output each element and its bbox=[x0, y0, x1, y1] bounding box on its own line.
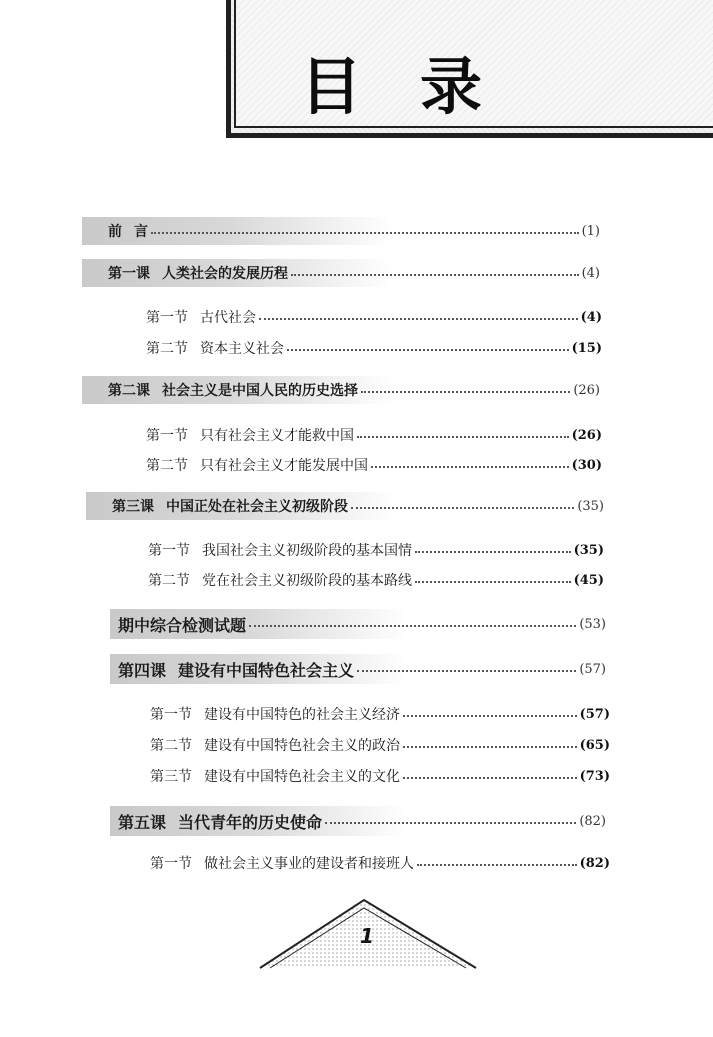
toc-entry-page: (35) bbox=[573, 542, 604, 558]
toc-entry-midterm-test[interactable] bbox=[110, 609, 606, 639]
toc-entry-page: (26) bbox=[573, 382, 600, 398]
toc-entry-page: (30) bbox=[571, 457, 602, 473]
toc-entry-number: 第一节 bbox=[150, 856, 192, 872]
leader-dots bbox=[357, 670, 576, 672]
toc-entry-title: 中国正处在社会主义初级阶段 bbox=[166, 499, 348, 515]
toc-entry-number: 第三课 bbox=[112, 499, 154, 515]
toc-entry-number: 第三节 bbox=[150, 769, 192, 785]
toc-entry-title: 言 bbox=[134, 224, 148, 240]
toc-entry-title: 我国社会主义初级阶段的基本国情 bbox=[202, 543, 412, 559]
toc-entry-lesson-4-section-2[interactable] bbox=[150, 731, 610, 759]
toc-entry-lesson-5[interactable] bbox=[110, 806, 606, 836]
toc-entry-number: 第一节 bbox=[146, 428, 188, 444]
toc-entry-page: (4) bbox=[581, 265, 600, 281]
toc-entry-lesson-5-section-1[interactable] bbox=[150, 849, 610, 877]
toc-entry-title: 当代青年的历史使命 bbox=[178, 812, 323, 832]
toc-entry-title: 人类社会的发展历程 bbox=[162, 266, 288, 282]
toc-entry-page: (82) bbox=[579, 813, 606, 829]
leader-dots bbox=[151, 232, 579, 234]
toc-entry-title: 只有社会主义才能救中国 bbox=[200, 428, 354, 444]
leader-dots bbox=[249, 625, 576, 627]
toc-entry-lesson-1-section-1[interactable] bbox=[146, 303, 602, 331]
page-title-char-1: 目 bbox=[300, 50, 363, 123]
leader-dots bbox=[403, 715, 577, 717]
toc-entry-lesson-4[interactable] bbox=[110, 654, 606, 684]
toc-entry-number: 第五课 bbox=[118, 812, 167, 832]
toc-entry-number: 第二节 bbox=[150, 738, 192, 754]
toc-entry-number: 第一课 bbox=[108, 266, 150, 282]
leader-dots bbox=[325, 822, 576, 824]
leader-dots bbox=[291, 274, 579, 276]
toc-entry-number: 第四课 bbox=[118, 660, 167, 680]
leader-dots bbox=[357, 436, 569, 438]
toc-entry-title: 做社会主义事业的建设者和接班人 bbox=[204, 856, 414, 872]
toc-entry-page: (57) bbox=[579, 661, 606, 677]
toc-entry-title: 建设有中国特色的社会主义经济 bbox=[204, 707, 400, 723]
toc-entry-page: (35) bbox=[577, 498, 604, 514]
toc-entry-number: 第一节 bbox=[146, 310, 188, 326]
toc-entry-page: (73) bbox=[579, 768, 610, 784]
toc-entry-number: 第一节 bbox=[148, 543, 190, 559]
toc-entry-page: (57) bbox=[579, 706, 610, 722]
toc-entry-lesson-2-section-2[interactable] bbox=[146, 451, 602, 479]
toc-entry-page: (15) bbox=[571, 340, 602, 356]
leader-dots bbox=[403, 746, 577, 748]
toc-entry-lesson-2-section-1[interactable] bbox=[146, 421, 602, 449]
toc-entry-preface[interactable] bbox=[82, 217, 600, 245]
toc-entry-page: (53) bbox=[579, 616, 606, 632]
toc-entry-number: 第二节 bbox=[146, 458, 188, 474]
leader-dots bbox=[361, 391, 570, 393]
toc-entry-title: 建设有中国特色社会主义的政治 bbox=[204, 738, 400, 754]
toc-entry-lesson-1-section-2[interactable] bbox=[146, 334, 602, 362]
toc-entry-title: 期中综合检测试题 bbox=[118, 615, 247, 635]
toc-entry-title: 党在社会主义初级阶段的基本路线 bbox=[202, 573, 412, 589]
toc-entry-page: (4) bbox=[580, 309, 602, 325]
leader-dots bbox=[415, 581, 571, 583]
toc-entry-lesson-4-section-3[interactable] bbox=[150, 762, 610, 790]
leader-dots bbox=[403, 777, 577, 779]
toc-entry-lesson-1[interactable] bbox=[82, 259, 600, 287]
toc-entry-lesson-3[interactable] bbox=[86, 492, 604, 520]
toc-entry-title: 资本主义社会 bbox=[200, 341, 284, 357]
toc-entry-number: 第一节 bbox=[150, 707, 192, 723]
leader-dots bbox=[415, 551, 571, 553]
page-title-char-2: 录 bbox=[420, 50, 483, 123]
leader-dots bbox=[287, 349, 569, 351]
toc-entry-title: 建设有中国特色社会主义 bbox=[178, 660, 355, 680]
toc-entry-title: 只有社会主义才能发展中国 bbox=[200, 458, 368, 474]
leader-dots bbox=[351, 507, 574, 509]
toc-entry-number: 第二节 bbox=[148, 573, 190, 589]
toc-entry-page: (26) bbox=[571, 427, 602, 443]
toc-entry-title: 社会主义是中国人民的历史选择 bbox=[162, 383, 358, 399]
toc-entry-lesson-2[interactable] bbox=[82, 376, 600, 404]
toc-entry-lesson-3-section-2[interactable] bbox=[148, 566, 604, 594]
toc-entry-page: (82) bbox=[579, 855, 610, 871]
toc-entry-lesson-3-section-1[interactable] bbox=[148, 536, 604, 564]
leader-dots bbox=[417, 864, 577, 866]
toc-entry-page: (45) bbox=[573, 572, 604, 588]
leader-dots bbox=[259, 318, 578, 320]
toc-entry-lesson-4-section-1[interactable] bbox=[150, 700, 610, 728]
toc-entry-number: 前 bbox=[108, 224, 122, 240]
toc-entry-title: 建设有中国特色社会主义的文化 bbox=[204, 769, 400, 785]
page-number: 1 bbox=[360, 924, 374, 948]
toc-entry-page: (1) bbox=[581, 223, 600, 239]
toc-entry-number: 第二节 bbox=[146, 341, 188, 357]
toc-entry-title: 古代社会 bbox=[200, 310, 256, 326]
toc-entry-page: (65) bbox=[579, 737, 610, 753]
leader-dots bbox=[371, 466, 569, 468]
toc-entry-number: 第二课 bbox=[108, 383, 150, 399]
